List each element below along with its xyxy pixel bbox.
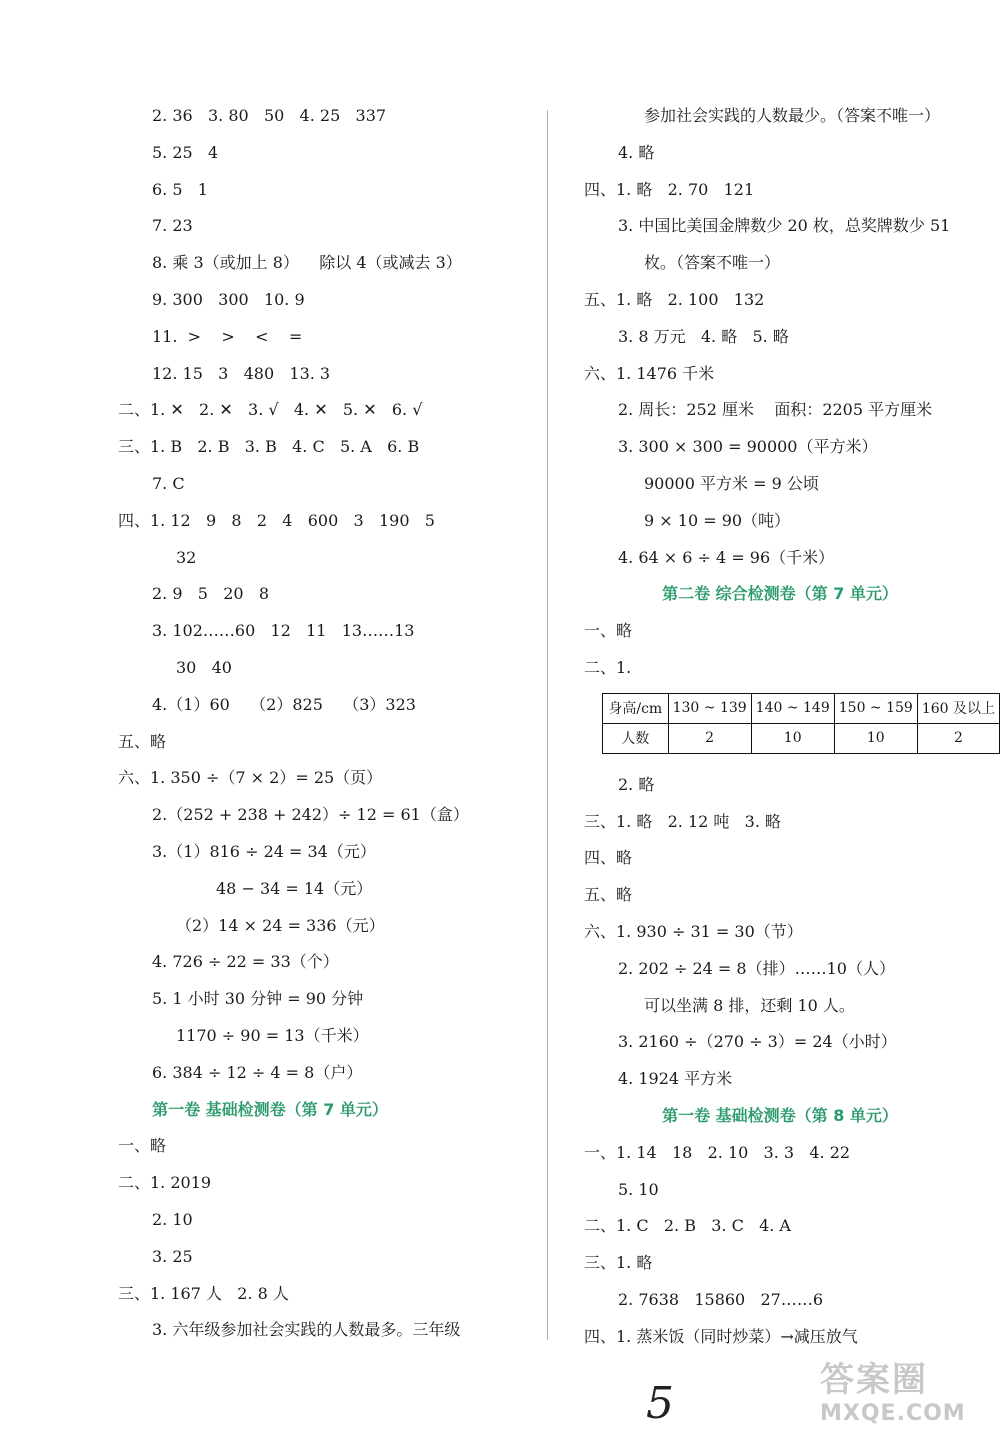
answer-line: 9. 300 300 10. 9 [152,289,305,309]
answer-line: 4. 1924 平方米 [618,1069,733,1089]
answer-line: 8. 乘 3（或加上 8） 除以 4（或减去 3） [152,253,462,273]
answer-line: 六、1. 350 ÷（7 × 2）= 25（页） [118,768,383,788]
answer-line: 二、1. C 2. B 3. C 4. A [584,1216,791,1236]
answer-line: 四、1. 蒸米饭（同时炒菜）→减压放气 [584,1326,858,1346]
answer-line: 3. 300 × 300 = 90000（平方米） [618,437,878,457]
height-table [602,693,1000,754]
answer-line: 六、1. 930 ÷ 31 = 30（节） [584,921,803,941]
right-column-bottom [560,767,1000,1356]
table-header-cell: 身高/cm [603,693,669,723]
table-cell: 人数 [603,723,669,753]
answer-line: 4. 64 × 6 ÷ 4 = 96（千米） [618,547,835,567]
answer-line: 三、1. B 2. B 3. B 4. C 5. A 6. B [118,437,420,457]
watermark-url: MXQE.COM [820,1401,966,1426]
answer-line: 6. 384 ÷ 12 ÷ 4 = 8（户） [152,1062,363,1082]
answer-line: 1170 ÷ 90 = 13（千米） [176,1025,369,1045]
answer-line: 2. 周长：252 厘米 面积：2205 平方厘米 [618,400,933,420]
table-cell: 2 [917,723,999,753]
answer-line: 一、略 [584,621,633,641]
answer-line: 6. 5 1 [152,179,208,199]
answer-line: 3.（1）816 ÷ 24 = 34（元） [152,841,376,861]
answer-line: 3. 中国比美国金牌数少 20 枚，总奖牌数少 51 [618,216,951,236]
answer-line: 六、1. 1476 千米 [584,363,715,383]
section-heading: 第二卷 综合检测卷（第 7 单元） [662,584,898,604]
answer-line: 2. 36 3. 80 50 4. 25 337 [152,106,387,125]
answer-line: 五、1. 略 2. 100 132 [584,289,765,309]
table-header-cell: 130 ~ 139 [668,693,751,723]
answer-line: 参加社会实践的人数最少。（答案不唯一） [644,106,941,125]
table-header-cell: 150 ~ 159 [834,693,917,723]
table-row [603,693,1000,723]
answer-line: 2. 略 [618,774,655,794]
answer-line: （2）14 × 24 = 336（元） [176,915,385,935]
answer-line: 4.（1）60 （2）825 （3）323 [152,694,416,714]
answer-line: 2. 7638 15860 27……6 [618,1289,824,1309]
height-table-container [560,687,1000,767]
answer-line: 30 40 [176,657,232,677]
answer-line: 4. 726 ÷ 22 = 33（个） [152,952,339,972]
answer-line: 90000 平方米 = 9 公顷 [644,473,819,493]
table-cell: 10 [751,723,834,753]
column-divider [547,110,548,1340]
answer-line: 2. 10 [152,1209,193,1229]
watermark-logo [820,1360,995,1440]
answer-line: 可以坐满 8 排，还剩 10 人。 [644,995,855,1015]
answer-line: 7. 23 [152,216,193,236]
answer-line: 3. 2160 ÷（270 ÷ 3）= 24（小时） [618,1032,897,1052]
table-row [603,723,1000,753]
answer-line: 5. 25 4 [152,142,219,162]
answer-line: 3. 25 [152,1246,193,1266]
right-column-top [560,98,1000,687]
answer-line: 9 × 10 = 90（吨） [644,510,791,530]
right-column [560,98,1000,1356]
answer-line: 一、1. 14 18 2. 10 3. 3 4. 22 [584,1142,851,1162]
answer-line: 五、略 [118,731,167,751]
answer-line: 7. C [152,473,185,493]
answer-line: 二、1. 2019 [118,1173,212,1193]
answer-line: 2. 202 ÷ 24 = 8（排）……10（人） [618,958,895,978]
answer-line: 2. 9 5 20 8 [152,584,270,604]
table-cell: 10 [834,723,917,753]
answer-line: 五、略 [584,885,633,905]
table-cell: 2 [668,723,751,753]
answer-line: 四、1. 12 9 8 2 4 600 3 190 5 [118,510,435,530]
answer-line: 5. 1 小时 30 分钟 = 90 分钟 [152,989,364,1009]
answer-line: 三、1. 略 2. 12 吨 3. 略 [584,811,782,831]
answer-line: 四、略 [584,848,633,868]
section-heading: 第一卷 基础检测卷（第 8 单元） [662,1105,898,1125]
answer-line: 四、1. 略 2. 70 121 [584,179,755,199]
answer-line: 12. 15 3 480 13. 3 [152,363,331,383]
answer-line: 11. > > < = [152,326,303,346]
answer-line: 2.（252 + 238 + 242）÷ 12 = 61（盒） [152,805,469,825]
answer-line: 一、略 [118,1136,167,1156]
table-header-cell: 160 及以上 [917,693,999,723]
answer-line: 3. 102……60 12 11 13……13 [152,621,415,641]
answer-line: 三、1. 167 人 2. 8 人 [118,1283,289,1303]
table-header-cell: 140 ~ 149 [751,693,834,723]
page-number: 5 [646,1378,674,1429]
answer-line: 二、1. [584,657,632,677]
answer-line: 枚。（答案不唯一） [644,253,781,273]
answer-line: 3. 六年级参加社会实践的人数最多。三年级 [152,1320,461,1340]
answer-line: 32 [176,547,197,567]
left-column [0,98,540,1349]
answer-line: 4. 略 [618,142,655,162]
answer-line: 48 − 34 = 14（元） [216,878,373,898]
answer-line: 三、1. 略 [584,1253,653,1273]
answer-line: 3. 8 万元 4. 略 5. 略 [618,326,789,346]
answer-line: 5. 10 [618,1179,659,1199]
answer-line: 二、1. ✕ 2. ✕ 3. √ 4. ✕ 5. ✕ 6. √ [118,400,423,420]
watermark-title: 答案圈 [820,1360,928,1400]
section-heading: 第一卷 基础检测卷（第 7 单元） [152,1099,388,1119]
